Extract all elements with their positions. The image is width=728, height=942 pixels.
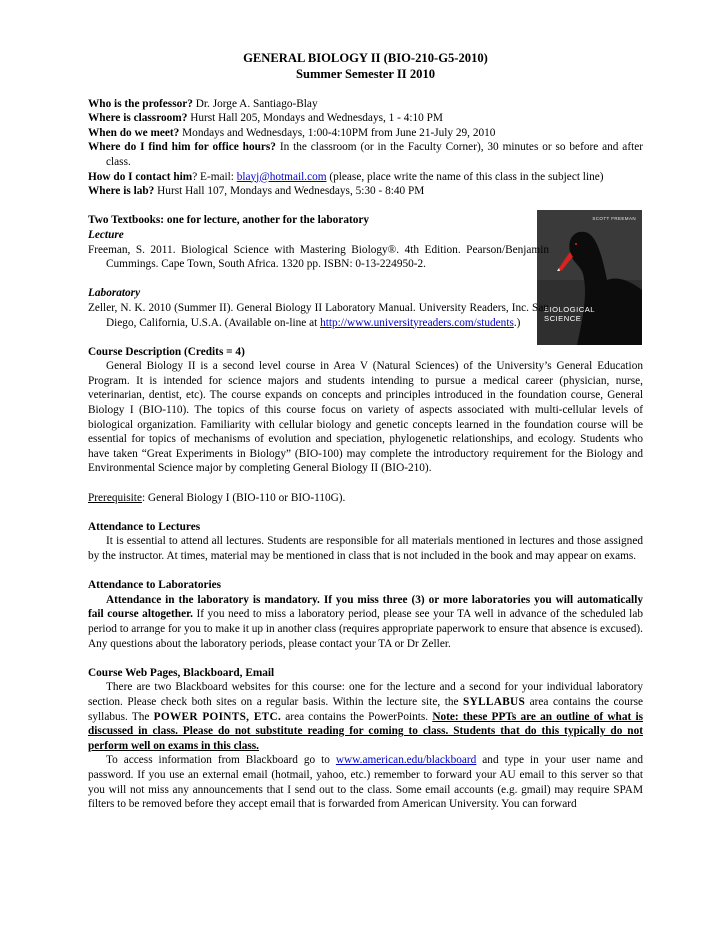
- course-description-heading: Course Description (Credits = 4): [88, 345, 245, 358]
- attendance-labs-text: Attendance in the laboratory is mandatory. If you miss three (3) or more laboratories you will automatically fail course altogether. If you need to miss a laboratory period, please see your TA well in advance of the scheduled lab period to arrange for you to make it up in another class (requires appropriate paperwork to ensure that absence is excused). Any questions about the laboratory periods, please contact your TA or Dr Zeller.: [88, 593, 643, 650]
- meeting-line: When do we meet? Mondays and Wednesdays, 1:00-4:10PM from June 21-July 29, 2010: [88, 126, 496, 139]
- syllabus-page: [88, 51, 643, 812]
- professor-line: Who is the professor? Dr. Jorge A. Santiago-Blay: [88, 97, 318, 110]
- laboratory-label: Laboratory: [88, 287, 141, 300]
- contact-line: How do I contact him? E-mail: blayj@hotmail.com (please, place write the name of this class in the subject line): [88, 170, 604, 183]
- lab-textbook-ref: Zeller, N. K. 2010 (Summer II). General Biology II Laboratory Manual. University Readers, Inc. San Diego, California, U.S.A. (Available on-line at http://www.universityreaders.com/students.): [88, 301, 549, 329]
- lab-location-line: Where is lab? Hurst Hall 107, Mondays and Wednesdays, 5:30 - 8:40 PM: [88, 185, 425, 198]
- cover-title: BIOLOGICAL SCIENCE: [544, 305, 596, 323]
- attendance-lectures-text: It is essential to attend all lectures. Students are responsible for all materials mentioned in lectures and those assigned by the instructor. At times, material may be mentioned in class that is not included in the book and may appear on exams.: [88, 535, 643, 562]
- textbooks-heading: Two Textbooks: one for lecture, another for the laboratory: [88, 214, 370, 227]
- email-link[interactable]: blayj@hotmail.com: [236, 170, 327, 183]
- attendance-lectures-heading: Attendance to Lectures: [88, 520, 201, 533]
- course-description-text: General Biology II is a second level course in Area V (Natural Sciences) of the University’s General Education Program. It is intended for science majors and students intending to pursue a medical career (physician, nurse, veterinarian, dentist, etc). The course expands on concepts and principles introduced in the foundation course, General Biology I (BIO-110). The topics of this course focus on variety of aspects associated with multi-cellular levels of biological organization. Familiarity with cellular biology and genetic concepts learned in the foundation course will be essential for topics of mechanisms of evolution and speciation, phylogenetic relationships, and ecology. Students who have taken “Great Experiments in Biology” (BIO-100) may complete the introductory requirement for the Biology and Environmental Science major by completing General Biology II (BIO-210).: [88, 360, 643, 475]
- attendance-labs-heading: Attendance to Laboratories: [88, 579, 222, 592]
- ppt-note: Note: these PPTs are an outline of what is discussed in class. Please do not substitute reading for coming to class. Students that do this typically do not perform well on exams in this class.: [88, 710, 643, 752]
- cover-author: SCOTT FREEMAN: [592, 216, 636, 221]
- lecture-textbook-ref: Freeman, S. 2011. Biological Science with Mastering Biology®. 4th Edition. Pearson/Benjamin Cummings. Cape Town, South Africa. 1320 pp. ISBN: 0-13-224950-2.: [88, 243, 549, 271]
- web-pages-heading: Course Web Pages, Blackboard, Email: [88, 666, 275, 679]
- prerequisite-line: Prerequisite: General Biology I (BIO-110 or BIO-110G).: [88, 491, 346, 504]
- course-title: GENERAL BIOLOGY II (BIO-210-G5-2010): [243, 51, 488, 65]
- office-hours-line: Where do I find him for office hours? In the classroom (or in the Faculty Corner), 30 minutes or so before and after class.: [88, 141, 643, 168]
- university-readers-link[interactable]: http://www.universityreaders.com/students: [320, 316, 514, 329]
- web-pages-paragraph-2: To access information from Blackboard go to www.american.edu/blackboard and type in your user name and password. If you use an external email (hotmail, yahoo, etc.) remember to forward your AU email to this server so that you will not miss any announcements that I send out to the class. Some email accounts (e.g. gmail) may require SPAM filters to be removed before they accept email that is forwarded from American University. You can forward: [88, 754, 643, 811]
- blackboard-link[interactable]: www.american.edu/blackboard: [335, 754, 477, 767]
- course-semester: Summer Semester II 2010: [295, 66, 436, 81]
- lecture-label: Lecture: [88, 228, 124, 241]
- web-pages-paragraph-1: There are two Blackboard websites for this course: one for the lecture and a second for your individual laboratory section. Please check both sites on a regular basis. Within the lecture site, the SYLLABUS area contains the course syllabus. The POWER POINTS, ETC. area contains the PowerPoints. Note: these PPTs are an outline of what is discussed in class. Please do not substitute reading for coming to class. Students that do this typically do not perform well on exams in this class.: [88, 681, 643, 752]
- classroom-line: Where is classroom? Hurst Hall 205, Mondays and Wednesdays, 1 - 4:10 PM: [88, 112, 443, 125]
